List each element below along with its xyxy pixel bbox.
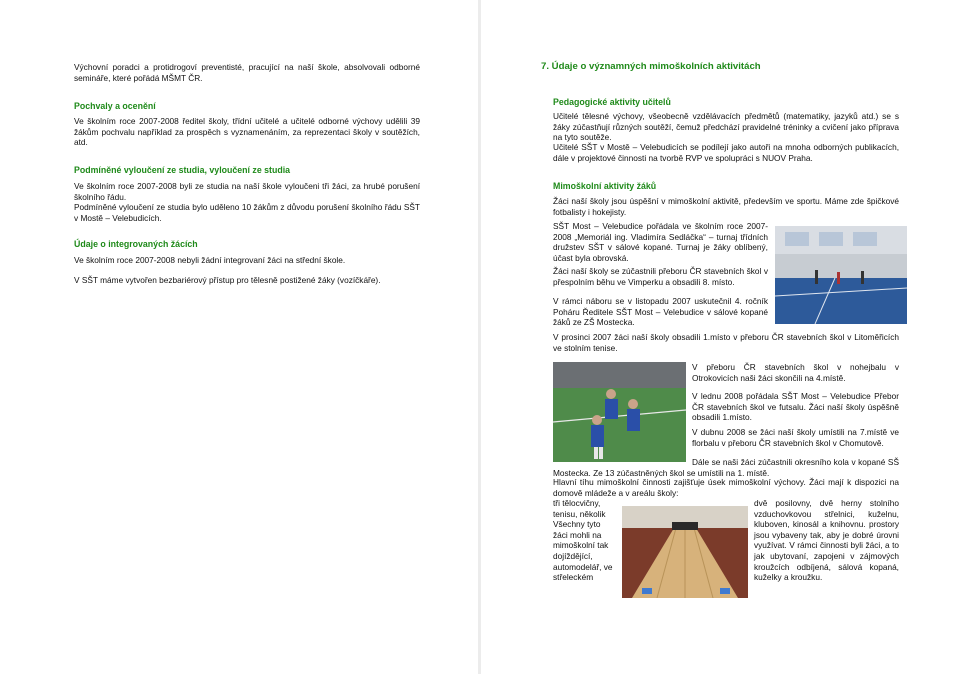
facilities-left-column: tři tělocvičny, tenisu, několik Všechny tyto žáci mohli na mimoškolní tak dojíždějící, automodelář, ve střeleckém [553, 498, 613, 583]
teachers-text-1: Učitelé tělesné výchovy, všeobecně vzdělávacích předmětů (matematiky, jazyků atd.) se s žáky zúčastňují různých soutěží, čemuž předchází pravidelné tréninky a cvičení jako příprava na tyto soutěže. [553, 111, 899, 143]
integrated-heading: Údaje o integrovaných žácích [74, 239, 198, 249]
gymnasium-photo [775, 226, 907, 324]
students-text-4: V rámci náboru se v listopadu 2007 uskutečnil 4. ročník Poháru Ředitele SŠT Most – Velebudice v sálové kopané žáků ze ZŠ Mostecka. [553, 296, 768, 328]
expulsion-heading: Podmíněné vyloučení ze studia, vyloučení ze studia [74, 165, 291, 175]
students-text-7: V lednu 2008 pořádala SŠT Most – Velebudice Přebor ČR stavebních škol ve futsalu. Žáci naší školy úspěšně obsadili 1.místo. [692, 391, 899, 423]
expulsion-text-2: Podmíněné vyloučení ze studia bylo uděleno 10 žákům z důvodu porušení školního řádu SŠT v Mostě – Velebudicích. [74, 202, 420, 223]
awards-text: Ve školním roce 2007-2008 ředitel školy, třídní učitelé a učitelé odborné výchovy udělili 39 žákům pochvalu například za prospěch s vyznamenáním, za reprezentaci školy v soutěžích, atd. [74, 116, 420, 148]
expulsion-text-1: Ve školním roce 2007-2008 byli ze studia na naší škole vyloučeni tři žáci, za hrubé porušení školního řádu. [74, 181, 420, 202]
students-heading: Mimoškolní aktivity žáků [553, 181, 657, 191]
integrated-text-2: V SŠT máme vytvořen bezbariérový přístup pro tělesně postižené žáky (vozíčkáře). [74, 275, 381, 285]
section-title: 7. Údaje o významných mimoškolních aktivitách [541, 61, 761, 72]
right-page [481, 0, 960, 674]
awards-heading: Pochvaly a ocenění [74, 101, 156, 111]
bowling-alley-photo [622, 506, 748, 598]
intro-text: Výchovní poradci a protidrogoví preventisté, pracující na naší škole, absolvovali odborné semináře, které pořádá MŠMT ČR. [74, 62, 420, 83]
students-text-2: SŠT Most – Velebudice pořádala ve školním roce 2007-2008 „Memoriál ing. Vladimíra Sedláčka“ – turnaj třídních družstev SŠT v sálové kopané. Turnaj je žáky oblíbený, účast byla obrovská. [553, 221, 768, 263]
facilities-right-column: dvě posilovny, dvě herny stolního vzduchovkovou střelnici, kuželnu, kluboven, kinosál a knihovnu. prostory jsou vybaveny tak, aby je dobré úrovni využívat. V rámci činnosti byli žáci, a to jak ubytovaní, zapojeni v zájmových kroužcích odbíjená, sálová kopaná, kuželky a kroužku. [754, 498, 899, 583]
students-text-9: Hlavní tíhu mimoškolní činnosti zajišťuje úsek mimoškolní výchovy. Žáci mají k dispozici na domově mládeže a v areálu školy: [553, 477, 899, 498]
students-text-8a: V dubnu 2008 se žáci naší školy umístili na 7.místě ve florbalu v přeboru ČR stavebních škol v Chomutově. [692, 427, 899, 448]
integrated-text-1: Ve školním roce 2007-2008 nebyli žádní integrovaní žáci na střední škole. [74, 255, 346, 265]
students-text-6: V přeboru ČR stavebních škol v nohejbalu v Otrokovicích naši žáci skončili na 4.místě. [692, 362, 899, 383]
left-page [0, 0, 478, 674]
students-text-1: Žáci naší školy jsou úspěšní v mimoškolní aktivitě, především ve sportu. Máme zde špičkové fotbalisty i hokejisty. [553, 196, 899, 217]
students-text-8b: Dále se naši žáci zúčastnili okresního kola v kopané SŠ Mostecka. Ze 13 zúčastněných škol se umístili na 1. místě. [553, 457, 899, 478]
students-text-3: Žáci naší školy se zúčastnili přeboru ČR stavebních škol v přespolním běhu ve Vimperku a obsadili 8. místo. [553, 266, 768, 287]
futsal-players-photo [553, 362, 686, 462]
teachers-text-2: Učitelé SŠT v Mostě – Velebudicích se podílejí jako autoři na mnoha odborných publikacích, dále v projektové činnosti na tvorbě RVP ve spolupráci s NUOV Praha. [553, 142, 899, 163]
teachers-heading: Pedagogické aktivity učitelů [553, 97, 671, 107]
students-text-5: V prosinci 2007 žáci naší školy obsadili 1.místo v přeboru ČR stavebních škol v Litoměřicích ve stolním tenise. [553, 332, 899, 353]
